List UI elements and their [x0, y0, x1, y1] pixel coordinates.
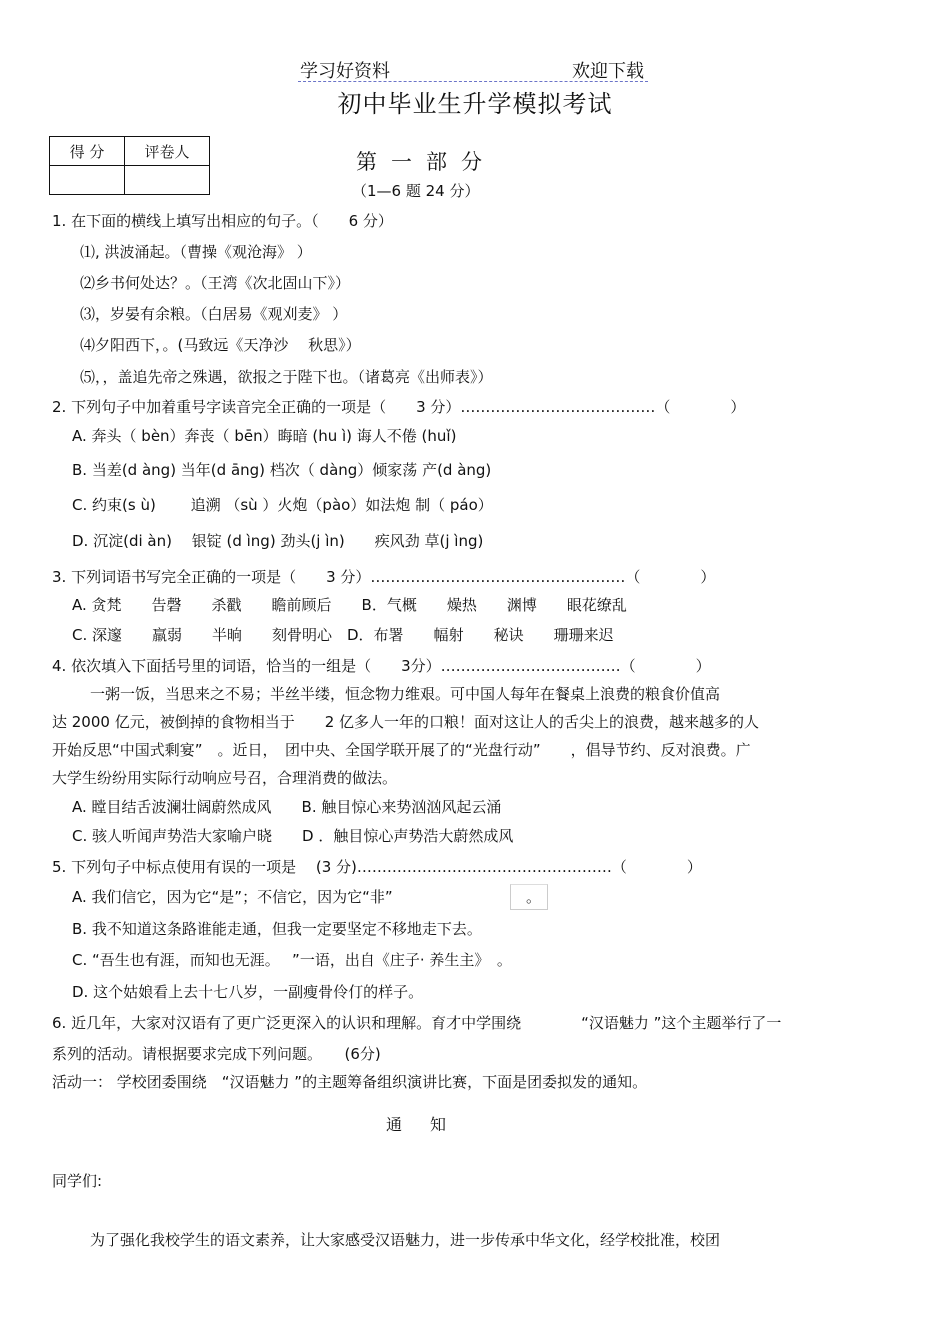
grader-cell[interactable]: [125, 166, 210, 195]
part-title: 第一部分: [356, 150, 496, 174]
q5-option-d: D. 这个姑娘看上去十七八岁，一副瘦骨伶仃的样子。: [72, 983, 424, 1001]
banner-right-text: 欢迎下载: [572, 61, 644, 82]
q5-stem: 5. 下列句子中标点使用有误的一项是 (3 分)……………………………………………（ ）: [52, 858, 702, 876]
q4-passage-line-2: 达 2000 亿元，被倒掉的食物相当于 2 亿多人一年的口粮！面对这让人的舌尖上的浪费，越来越多的人: [52, 713, 760, 731]
score-table: [49, 136, 210, 195]
part-subtitle: （1—6 题 24 分）: [352, 182, 480, 200]
q4-stem: 4. 依次填入下面括号里的词语，恰当的一组是（ 3分）………………………………（ ）: [52, 657, 711, 675]
q2-option-b: B. 当差(d àng) 当年(d āng) 档次（ dàng）倾家荡 产(d àng): [72, 461, 492, 479]
q1-item-1: ⑴, 洪波涌起。（曹操《观沧海》 ）: [80, 243, 312, 261]
q4-passage-line-3: 开始反思“中国式剩宴” 。近日， 团中央、全国学联开展了的“光盘行动” ，倡导节约、反对浪费。广: [52, 741, 751, 759]
q1-item-4: ⑷夕阳西下，。(马致远《天净沙 秋思》）: [80, 336, 361, 354]
q1-item-5: ⑸，，盖追先帝之殊遇，欲报之于陛下也。（诸葛亮《出师表》）: [80, 368, 493, 386]
q1-item-2: ⑵乡书何处达？。（王湾《次北固山下》）: [80, 274, 351, 292]
exam-title: 初中毕业生升学模拟考试: [337, 90, 613, 118]
q1-stem: 1. 在下面的横线上填写出相应的句子。（ 6 分）: [52, 212, 393, 230]
q4-options-row2: C. 骇人听闻声势浩大家喻户晓 D ．触目惊心声势浩大蔚然成风: [72, 827, 514, 845]
q6-stem-line-1: 6. 近几年，大家对汉语有了更广泛更深入的认识和理解。育才中学围绕 “汉语魅力 ”这个主题举行了一: [52, 1014, 782, 1032]
q2-option-a: A. 奔头（ bèn）奔丧（ bēn）晦暗 (hu ì) 诲人不倦 (huǐ): [72, 427, 457, 445]
grader-header: 评卷人: [125, 137, 210, 166]
q5-option-a-end: 。: [526, 888, 542, 906]
q5-option-a: A. 我们信它，因为它“是”；不信它，因为它“非”: [72, 888, 393, 906]
q1-item-3: ⑶，岁晏有余粮。（白居易《观刈麦》 ）: [80, 305, 348, 323]
notice-title: 通知: [386, 1115, 475, 1134]
header-banner: [298, 57, 648, 82]
q5-option-b: B. 我不知道这条路谁能走通，但我一定要坚定不移地走下去。: [72, 920, 482, 938]
q3-options-row1: A. 贪梵 告磬 杀戳 瞻前顾后 B．气概 燥热 渊博 眼花缭乱: [72, 596, 627, 614]
banner-left-text: 学习好资料: [300, 61, 390, 82]
q2-stem: 2. 下列句子中加着重号字读音完全正确的一项是（ 3 分）…………………………………（ ）: [52, 398, 746, 416]
q2-option-c: C. 约束(s ù) 追溯 （sù ）火炮（pào）如法炮 制（ páo）: [72, 496, 493, 514]
score-cell[interactable]: [50, 166, 125, 195]
q3-stem: 3. 下列词语书写完全正确的一项是（ 3 分）……………………………………………（ ）: [52, 568, 716, 586]
q6-activity-one: 活动一： 学校团委围绕 “汉语魅力 ”的主题筹备组织演讲比赛，下面是团委拟发的通知。: [52, 1073, 648, 1091]
notice-greeting: 同学们:: [52, 1172, 103, 1190]
q4-passage-line-1: 一粥一饭，当思来之不易；半丝半缕，恒念物力维艰。可中国人每年在餐桌上浪费的粮食价值高: [90, 685, 721, 703]
q2-option-d: D. 沉淀(di àn) 银锭 (d ìng) 劲头(j ìn) 疾风劲 草(j ìng): [72, 532, 484, 550]
q4-passage-line-4: 大学生纷纷用实际行动响应号召，合理消费的做法。: [52, 769, 398, 787]
q6-stem-line-2: 系列的活动。请根据要求完成下列问题。 (6分): [52, 1045, 381, 1063]
score-header: 得 分: [50, 137, 125, 166]
q4-options-row1: A. 瞠目结舌波澜壮阔蔚然成风 B. 触目惊心来势汹汹风起云涌: [72, 798, 502, 816]
q5-option-c: C. “吾生也有涯，而知也无涯。 ”一语，出自《庄子· 养生主》 。: [72, 951, 512, 969]
notice-body: 为了强化我校学生的语文素养，让大家感受汉语魅力，进一步传承中华文化，经学校批准，校团: [90, 1231, 721, 1249]
q3-options-row2: C. 深邃 羸弱 半晌 刻骨明心 D．布署 幅射 秘诀 珊珊来迟: [72, 626, 614, 644]
